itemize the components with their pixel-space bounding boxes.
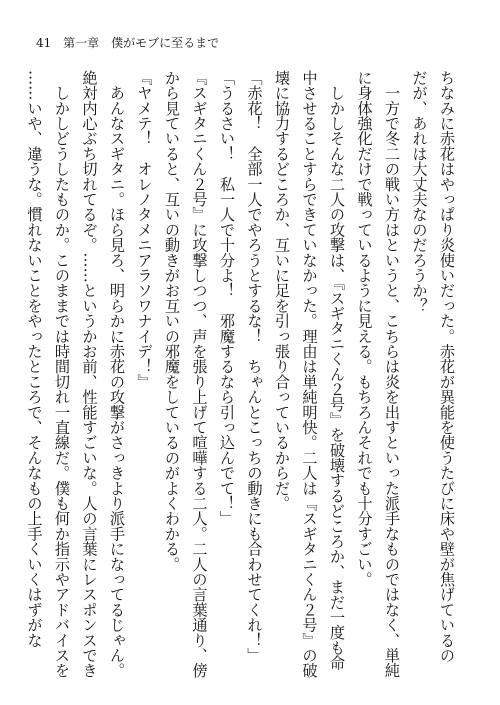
text-line: に身体強化だけで戦っているように見える。もちろんそれでも十分すごい。: [355, 70, 374, 587]
text-line: 中させることすらできていなかった。理由は単純明快。二人は『スギタニくん２号』の破: [300, 70, 319, 678]
text-line: 壊に協力するどころか、互いに足を引っ張り合っているからだ。: [273, 70, 291, 511]
vertical-body-text: [20, 70, 460, 678]
page-number: 41: [36, 36, 52, 50]
text-line: あんなスギタニ。ほら見ろ、明らかに赤花の攻撃がさっきより派手になってるじゃん。: [108, 70, 126, 678]
text-line: 『ヤメテ！ オレノタメニアラソワナイデ！』: [135, 70, 154, 390]
text-line: 絶対内心ぶち切れてるぞ。……というかお前、性能すごいな。人の言葉にレスポンスでき: [80, 70, 99, 678]
text-line: 一方で冬二の戦い方はというと、こちらは炎を出すといった派手なものではなく、単純: [383, 70, 401, 678]
text-line: 「うるさい！ 私一人で十分よ！ 邪魔するなら引っ込んでて！」: [218, 70, 236, 526]
text-line: ……いや、違うな。慣れないことをやったところで、そんなもの上手くいくはずがな: [25, 70, 44, 648]
running-title: 第一章 僕がモブに至るまで: [63, 36, 220, 50]
text-line: 『スギタニくん２号』に攻撃しつつ、声を張り上げて喧嘩する二人。二人の言葉通り、傍: [190, 70, 209, 678]
text-line: 「赤花！ 全部一人でやろうとするな！ ちゃんとこっちの動きにも合わせてくれ！」: [245, 70, 264, 663]
text-line: しかしそんな二人の攻撃は、『スギタニくん２号』を破壊するどころか、まだ一度も命: [328, 70, 346, 671]
running-header: [36, 36, 219, 50]
text-line: しかしどうしたものか。このままでは時間切れ一直線だ。僕も何か指示やアドバイスを: [53, 70, 71, 678]
text-line: だが、あれは大丈夫なのだろうか？: [410, 70, 429, 314]
text-line: から見ていると、互いの動きがお互いの邪魔をしているのがよくわかる。: [163, 70, 181, 572]
text-line: ちなみに赤花はやっぱり炎使いだった。赤花が異能を使うたびに床や壁が焦げているの: [438, 70, 456, 663]
